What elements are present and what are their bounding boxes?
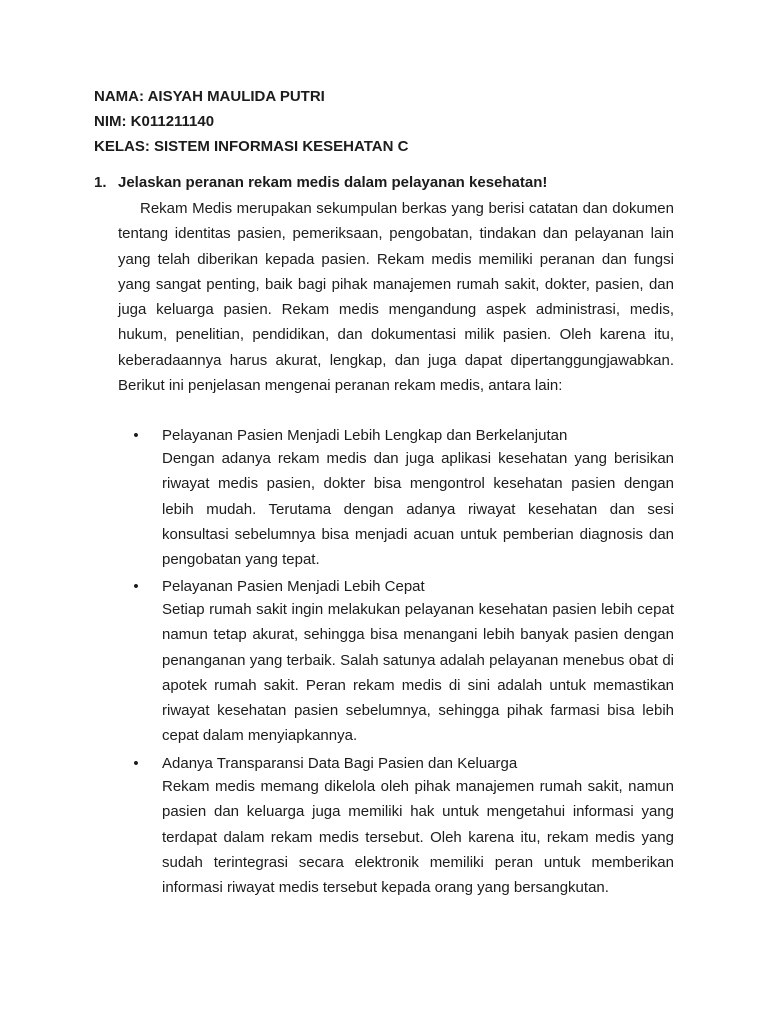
bullet-title: Adanya Transparansi Data Bagi Pasien dan Keluarga	[162, 755, 518, 772]
bullet-title: Pelayanan Pasien Menjadi Lebih Cepat	[162, 578, 425, 595]
bullet-body: Rekam medis memang dikelola oleh pihak manajemen rumah sakit, namun pasien dan keluarga juga memiliki hak untuk mengetahui informasi yang terdapat dalam rekam medis tersebut. Oleh karena itu, rekam medis yang sudah terintegrasi secara elektronik memiliki peran untuk memberikan informasi riwayat medis tersebut kepada orang yang bersangkutan.	[162, 778, 674, 897]
student-class: KELAS: SISTEM INFORMASI KESEHATAN C	[94, 138, 409, 155]
intro-paragraph: Rekam Medis merupakan sekumpulan berkas yang berisi catatan dan dokumen tentang identitas pasien, pemeriksaan, pengobatan, tindakan dan pelayanan lain yang telah diberikan kepada pasien. Rekam medis memiliki peranan dan fungsi yang sangat penting, baik bagi pihak manajemen rumah sakit, dokter, pasien, dan juga keluarga pasien. Rekam medis mengandung aspek administrasi, medis, hukum, penelitian, pendidikan, dan dokumentasi milik pasien. Oleh karena itu, keberadaannya harus akurat, lengkap, dan juga dapat dipertanggungjawabkan. Berikut ini penjelasan mengenai peranan rekam medis, antara lain:	[118, 200, 674, 395]
bullet-title: Pelayanan Pasien Menjadi Lebih Lengkap dan Berkelanjutan	[162, 427, 568, 444]
bullet-body: Dengan adanya rekam medis dan juga aplikasi kesehatan yang berisikan riwayat medis pasien, dokter bisa mengontrol kesehatan pasien dengan lebih mudah. Terutama dengan adanya riwayat kesehatan dan sesi konsultasi sebelumnya bisa menjadi acuan untuk pemberian diagnosis dan pengobatan yang tepat.	[162, 450, 674, 569]
question-number: 1.	[94, 174, 107, 191]
bullet-body: Setiap rumah sakit ingin melakukan pelayanan kesehatan pasien lebih cepat namun tetap akurat, sehingga bisa menangani lebih banyak pasien dengan penanganan yang terbaik. Salah satunya adalah pelayanan menebus obat di apotek rumah sakit. Peran rekam medis di sini adalah untuk memastikan riwayat kesehatan pasien sebelumnya, sehingga pihak farmasi bisa lebih cepat dalam menyiapkannya.	[162, 601, 674, 745]
bullet-marker: •	[133, 427, 139, 444]
bullet-marker: •	[133, 578, 139, 595]
question-text: Jelaskan peranan rekam medis dalam pelayanan kesehatan!	[118, 174, 548, 191]
bullet-marker: •	[133, 755, 139, 772]
student-nim: NIM: K011211140	[94, 113, 215, 130]
question-heading	[94, 174, 547, 192]
student-name: NAMA: AISYAH MAULIDA PUTRI	[94, 88, 325, 105]
